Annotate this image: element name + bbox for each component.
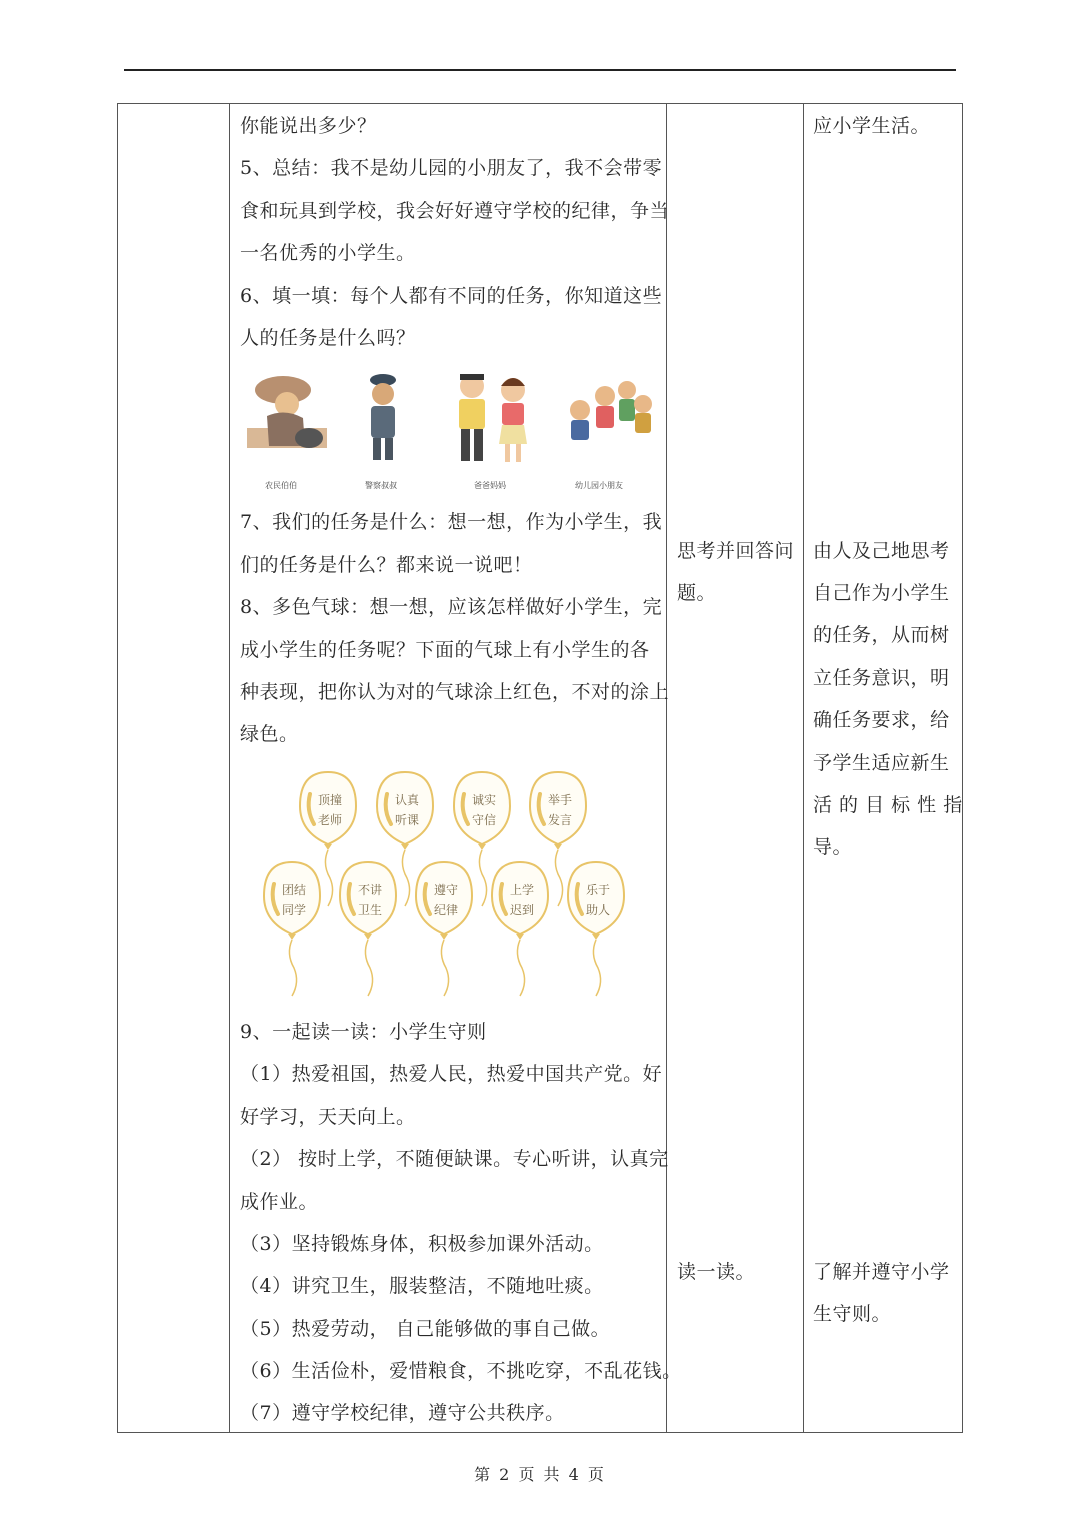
content-line: 一名优秀的小学生。 [240, 242, 416, 264]
content-line: （1）热爱祖国，热爱人民，热爱中国共产党。好 [240, 1063, 663, 1085]
content-line: （3）坚持锻炼身体，积极参加课外活动。 [240, 1233, 604, 1255]
content-line: 5、总结：我不是幼儿园的小朋友了，我不会带零 [240, 157, 663, 179]
balloon-text: 举手 [547, 793, 573, 807]
table-divider [803, 104, 804, 1432]
mom-figure [499, 378, 527, 462]
balloon [264, 862, 320, 996]
balloon-text: 守信 [471, 813, 497, 827]
activity-line: 题。 [677, 582, 717, 604]
content-line: 们的任务是什么？都来说一说吧！ [240, 554, 533, 576]
activity-line: 读一读。 [677, 1261, 756, 1283]
content-line: 食和玩具到学校，我会好好遵守学校的纪律，争当 [240, 200, 670, 222]
balloon-text: 遵守 [433, 883, 459, 897]
balloon-text: 迟到 [509, 903, 535, 917]
kids-figure [570, 381, 652, 440]
balloon-text: 认真 [394, 793, 420, 807]
people-illustration [245, 366, 655, 492]
intent-line: 由人及己地思考 [813, 540, 950, 562]
caption-parents: 爸爸妈妈 [474, 481, 506, 490]
intent-line: 自己作为小学生 [813, 582, 950, 604]
intent-line: 应小学生活。 [813, 115, 931, 137]
content-line: （5）热爱劳动， 自己能够做的事自己做。 [240, 1318, 611, 1340]
content-line: 8、多色气球：想一想，应该怎样做好小学生，完 [240, 596, 663, 618]
balloon-text: 卫生 [357, 903, 383, 917]
balloon [416, 862, 472, 996]
content-line: 你能说出多少？ [240, 115, 377, 137]
content-line: 6、填一填：每个人都有不同的任务，你知道这些 [240, 285, 663, 307]
content-line: 7、我们的任务是什么：想一想，作为小学生，我 [240, 511, 663, 533]
balloon [340, 862, 396, 996]
police-figure [370, 374, 396, 460]
content-line: （2） 按时上学，不随便缺课。专心听讲，认真完 [240, 1148, 669, 1170]
balloon-text: 纪律 [433, 903, 459, 917]
content-line: 成作业。 [240, 1191, 319, 1213]
intent-line: 生守则。 [813, 1303, 892, 1325]
balloon-text: 团结 [281, 883, 307, 897]
balloon [492, 862, 548, 996]
header-rule [124, 69, 956, 71]
balloon-text: 助人 [585, 903, 611, 917]
balloon-text: 诚实 [471, 793, 497, 807]
content-line: （4）讲究卫生，服装整洁，不随地吐痰。 [240, 1275, 604, 1297]
page-number: 第 2 页 共 4 页 [474, 1465, 606, 1484]
caption-farmer: 农民伯伯 [265, 481, 297, 490]
balloon [568, 862, 624, 996]
lesson-table [117, 103, 963, 1433]
activity-line: 思考并回答问 [677, 540, 795, 562]
intent-line: 确任务要求，给 [813, 709, 950, 731]
balloon-text: 上学 [509, 883, 535, 897]
content-line: 好学习，天天向上。 [240, 1106, 416, 1128]
content-line: 绿色。 [240, 723, 299, 745]
content-line: 种表现，把你认为对的气球涂上红色，不对的涂上 [240, 681, 670, 703]
balloons-illustration [260, 768, 650, 1004]
content-line: （7）遵守学校纪律，遵守公共秩序。 [240, 1402, 565, 1424]
caption-kids: 幼儿园小朋友 [575, 481, 623, 490]
intent-line: 予学生适应新生 [813, 752, 950, 774]
balloon-text: 不讲 [357, 883, 383, 897]
balloon-text: 乐于 [585, 883, 611, 897]
balloon-text: 同学 [281, 903, 307, 917]
balloon-text: 老师 [317, 813, 343, 827]
farmer-figure [247, 376, 327, 448]
balloon-text: 顶撞 [317, 793, 343, 807]
intent-line: 活 的 目 标 性 指 [813, 794, 963, 816]
content-line: 成小学生的任务呢？下面的气球上有小学生的各 [240, 639, 650, 661]
balloon-text: 发言 [547, 813, 573, 827]
balloons-svg [260, 768, 650, 1004]
balloon-text: 听课 [394, 813, 420, 827]
intent-line: 立任务意识，明 [813, 667, 950, 689]
table-divider [229, 104, 230, 1432]
intent-line: 导。 [813, 836, 853, 858]
content-line: 人的任务是什么吗？ [240, 327, 416, 349]
table-divider [666, 104, 667, 1432]
content-line: （6）生活俭朴，爱惜粮食，不挑吃穿，不乱花钱。 [240, 1360, 682, 1382]
people-figures [245, 366, 655, 476]
intent-line: 了解并遵守小学 [813, 1261, 950, 1283]
dad-figure [459, 374, 485, 461]
intent-line: 的任务，从而树 [813, 624, 950, 646]
content-line: 9、一起读一读：小学生守则 [240, 1021, 487, 1043]
caption-police: 警察叔叔 [365, 481, 397, 490]
